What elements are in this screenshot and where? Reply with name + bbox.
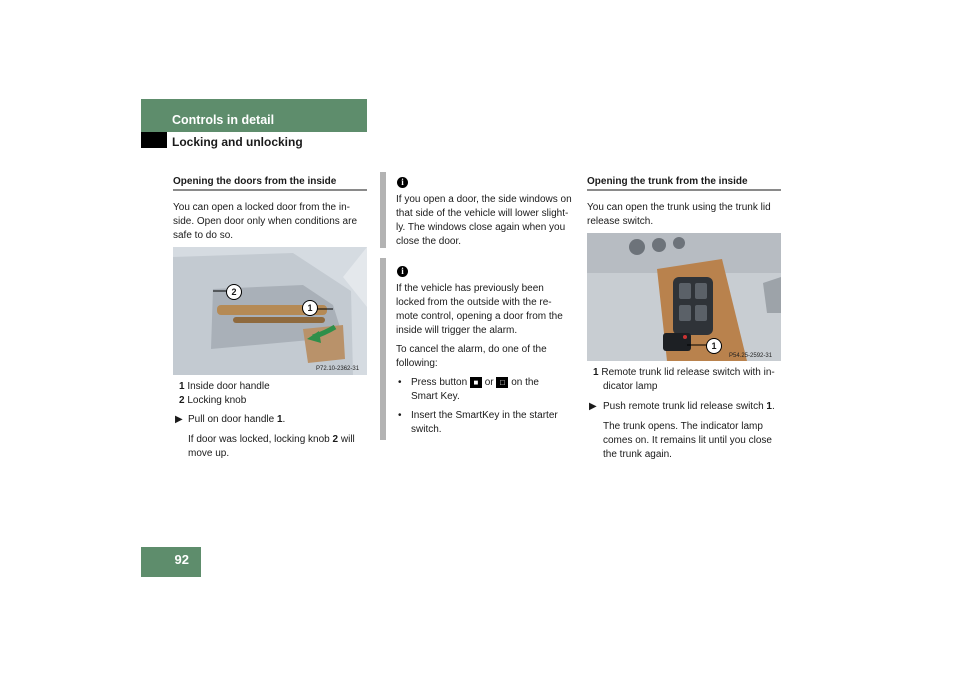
note-bar-1 [380, 172, 386, 248]
bullet1-text: Press button [411, 377, 468, 388]
legend-text: Remote trunk lid release switch with in- [601, 367, 775, 378]
cancel-l1: To cancel the alarm, do one of the [396, 344, 547, 355]
note1-l1: If you open a door, the side windows on [396, 194, 572, 205]
image-code: P72.10-2362-31 [316, 366, 360, 372]
note1-l4: close the door. [396, 236, 462, 247]
legend-item-2 [179, 394, 246, 408]
callout-door-handle: 1 [302, 300, 318, 316]
step-text: Pull on door handle [188, 414, 275, 425]
trunk-switch-image [587, 233, 781, 361]
result-ref: 2 [332, 434, 339, 445]
bullet2-l2: switch. [411, 424, 442, 435]
legend-text: Inside door handle [187, 381, 270, 392]
step-result-1 [188, 433, 355, 447]
result-text: If door was locked, locking knob [188, 434, 330, 445]
legend-item-1 [179, 380, 270, 394]
right-intro-2: release switch. [587, 216, 654, 227]
right-res-3: the trunk again. [603, 449, 672, 460]
legend-num: 1 [179, 381, 185, 392]
right-legend-l1 [593, 366, 775, 380]
left-heading: Opening the doors from the inside [173, 176, 337, 187]
right-legend-l2: dicator lamp [603, 381, 658, 392]
legend-num: 2 [179, 395, 185, 406]
left-intro-3: safe to do so. [173, 230, 234, 241]
right-res-1: The trunk opens. The indicator lamp [603, 421, 763, 432]
trunk-switch-illustration [587, 233, 781, 361]
page-number: 92 [174, 552, 189, 567]
bullet1-or: or [484, 377, 494, 388]
step-ref: 1 [276, 414, 283, 425]
image-code: P54.25-2592-31 [729, 353, 773, 359]
header-marker [141, 132, 167, 148]
callout-trunk-switch: 1 [706, 338, 722, 354]
right-step: Push remote trunk lid release switch 1. [603, 401, 775, 412]
legend-num: 1 [593, 367, 599, 378]
step-result-2: move up. [188, 448, 230, 459]
bullet-marker: • [398, 377, 402, 388]
cancel-l2: following: [396, 358, 438, 369]
note2-l3: mote control, opening a door from the [396, 311, 563, 322]
section-title: Locking and unlocking [172, 135, 303, 149]
info-icon: i [397, 266, 408, 277]
door-image [173, 247, 367, 375]
left-intro-1: You can open a locked door from the in- [173, 202, 350, 213]
note-bar-2 [380, 258, 386, 440]
step-arrow-icon: ▶ [175, 414, 183, 425]
note2-l1: If the vehicle has previously been [396, 283, 544, 294]
unlock-icon: □ [496, 377, 508, 388]
note2-l2: locked from the outside with the re- [396, 297, 552, 308]
lock-icon: ■ [470, 377, 482, 388]
note1-l3: ly. The windows close again when you [396, 222, 566, 233]
callout-locking-knob: 2 [226, 284, 242, 300]
step-text: Push remote trunk lid release switch [603, 401, 764, 412]
bullet1-end: on the [511, 377, 539, 388]
legend-text: Locking knob [187, 395, 247, 406]
step-ref: 1 [766, 401, 772, 412]
right-rule [587, 189, 781, 191]
bullet-marker: • [398, 410, 402, 421]
chapter-title: Controls in detail [172, 113, 275, 127]
step-arrow-icon: ▶ [589, 401, 597, 412]
left-rule [173, 189, 367, 191]
bullet1-l2: Smart Key. [411, 391, 460, 402]
right-res-2: comes on. It remains lit until you close [603, 435, 772, 446]
right-intro-1: You can open the trunk using the trunk lid [587, 202, 771, 213]
note2-l4: inside will trigger the alarm. [396, 325, 518, 336]
bullet2-l1: Insert the SmartKey in the starter [411, 410, 558, 421]
info-icon: i [397, 177, 408, 188]
door-illustration [173, 247, 367, 375]
step-instruction: Pull on door handle 1. [188, 414, 286, 425]
right-heading: Opening the trunk from the inside [587, 176, 748, 187]
left-intro-2: side. Open door only when conditions are [173, 216, 358, 227]
note1-l2: that side of the vehicle will lower slight- [396, 208, 569, 219]
bullet1-l1 [411, 376, 539, 390]
result-text-end: will [340, 434, 355, 445]
